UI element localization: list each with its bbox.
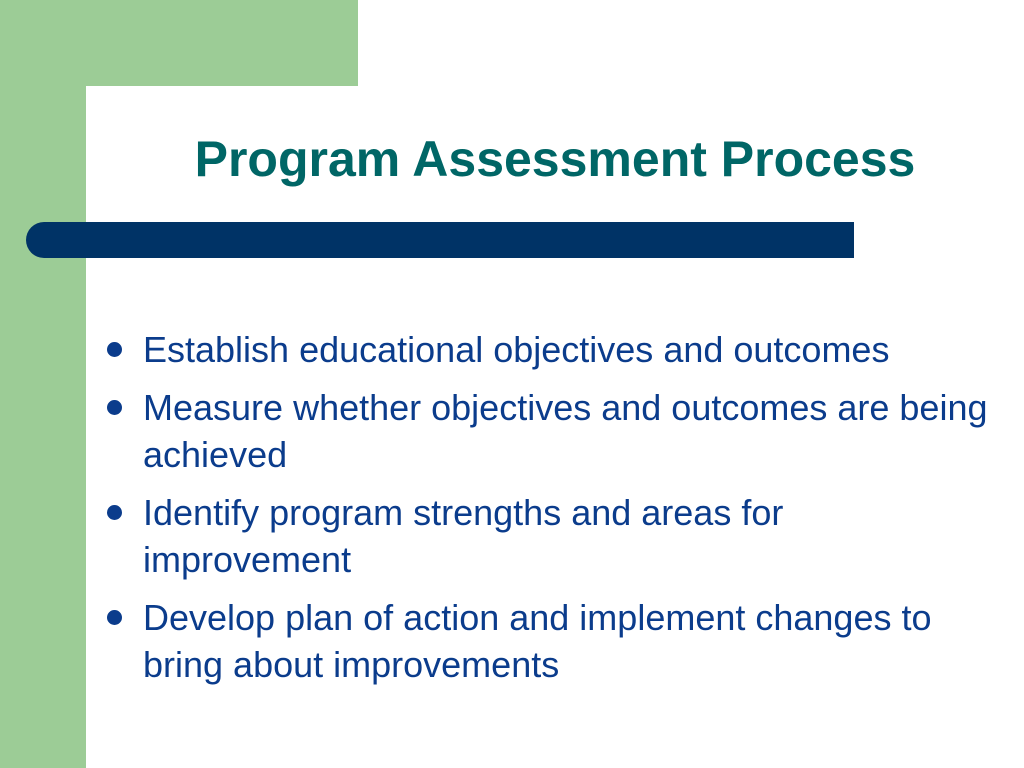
title-divider-bar: [26, 222, 854, 258]
bullet-list: [100, 326, 1000, 699]
bullet-item: [100, 594, 1000, 688]
bullet-text: Identify program strengths and areas for improvement: [143, 492, 784, 580]
bullet-item: [100, 326, 1000, 373]
green-top-decoration: [0, 0, 358, 86]
bullet-text: Measure whether objectives and outcomes are being achieved: [143, 387, 988, 475]
bullet-text: Establish educational objectives and outcomes: [143, 329, 890, 370]
bullet-icon: [107, 400, 122, 415]
bullet-item: [100, 384, 1000, 478]
bullet-icon: [107, 342, 122, 357]
bullet-item: [100, 489, 1000, 583]
bullet-icon: [107, 610, 122, 625]
green-sidebar-decoration: [0, 0, 86, 768]
bullet-icon: [107, 505, 122, 520]
bullet-text: Develop plan of action and implement changes to bring about improvements: [143, 597, 932, 685]
slide-title: Program Assessment Process: [194, 131, 916, 187]
